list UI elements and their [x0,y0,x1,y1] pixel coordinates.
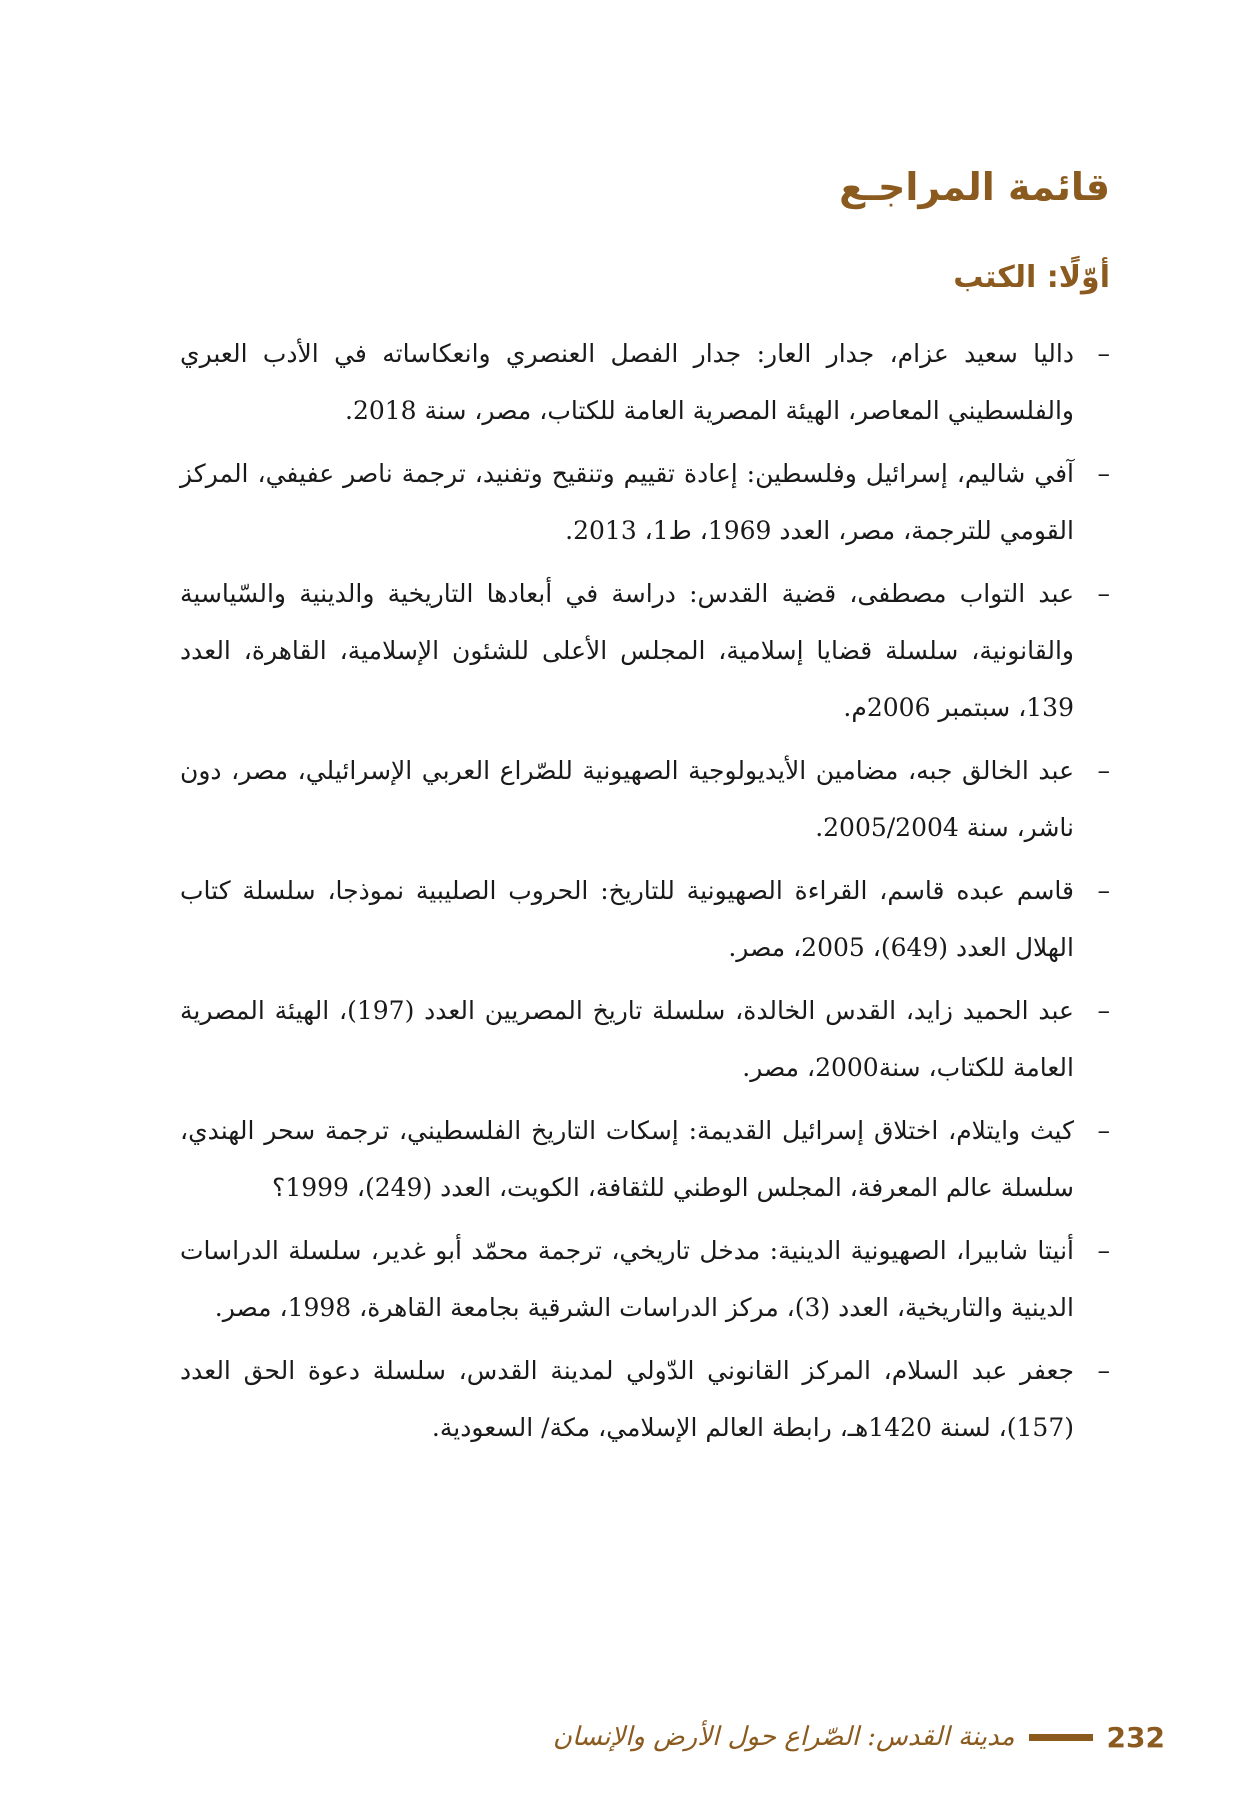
reference-item [180,1102,1110,1216]
bullet-dash: – [1097,996,1110,1025]
reference-text: داليا سعيد عزام، جدار العار: جدار الفصل العنصري وانعكاساته في الأدب العبري والفلسطيني المعاصر، الهيئة المصرية العامة للكتاب، مصر، سنة 2018. [180,339,1074,425]
reference-item [180,1342,1110,1456]
bullet-dash: – [1097,1116,1110,1145]
bullet-dash: – [1097,756,1110,785]
page-heading: قائمة المراجـع [839,165,1110,209]
reference-text: عبد التواب مصطفى، قضية القدس: دراسة في أبعادها التاريخية والدينية والسّياسية والقانونية، سلسلة قضايا إسلامية، المجلس الأعلى للشئون الإسلامية، القاهرة، العدد 139، سبتمبر 2006م. [180,579,1074,722]
reference-item [180,862,1110,976]
reference-text: عبد الحميد زايد، القدس الخالدة، سلسلة تاريخ المصريين العدد (197)، الهيئة المصرية العامة للكتاب، سنة2000، مصر. [180,996,1074,1082]
reference-item [180,1222,1110,1336]
bullet-dash: – [1097,459,1110,488]
bullet-dash: – [1097,579,1110,608]
reference-item [180,565,1110,736]
bullet-dash: – [1097,1236,1110,1265]
reference-text: جعفر عبد السلام، المركز القانوني الدّولي لمدينة القدس، سلسلة دعوة الحق العدد (157)، لسنة 1420هـ، رابطة العالم الإسلامي، مكة/ السعودية. [180,1356,1074,1442]
page-number: 232 [1106,1720,1165,1754]
reference-text: عبد الخالق جبه، مضامين الأيديولوجية الصهيونية للصّراع العربي الإسرائيلي، مصر، دون ناشر، سنة 2005/2004. [180,756,1074,842]
reference-item [180,742,1110,856]
reference-text: كيث وايتلام، اختلاق إسرائيل القديمة: إسكات التاريخ الفلسطيني، ترجمة سحر الهندي، سلسلة عالم المعرفة، المجلس الوطني للثقافة، الكويت، العدد (249)، 1999؟ [180,1116,1074,1202]
reference-item [180,445,1110,559]
footer-divider-bar [1029,1734,1093,1741]
reference-item [180,325,1110,439]
references-list [180,325,1110,1462]
bullet-dash: – [1097,1356,1110,1385]
page-footer [165,1712,1165,1762]
bullet-dash: – [1097,876,1110,905]
section-title: أوّلًا: الكتب [953,260,1110,295]
reference-item [180,982,1110,1096]
reference-text: قاسم عبده قاسم، القراءة الصهيونية للتاريخ: الحروب الصليبية نموذجا، سلسلة كتاب الهلال العدد (649)، 2005، مصر. [180,876,1074,962]
bullet-dash: – [1097,339,1110,368]
reference-text: آفي شاليم، إسرائيل وفلسطين: إعادة تقييم وتنقيح وتفنيد، ترجمة ناصر عفيفي، المركز القومي للترجمة، مصر، العدد 1969، ط1، 2013. [180,459,1074,545]
reference-text: أنيتا شابيرا، الصهيونية الدينية: مدخل تاريخي، ترجمة محمّد أبو غدير، سلسلة الدراسات الدينية والتاريخية، العدد (3)، مركز الدراسات الشرقية بجامعة القاهرة، 1998، مصر. [180,1236,1074,1322]
running-book-title: مدينة القدس: الصّراع حول الأرض والإنسان [552,1722,1015,1752]
